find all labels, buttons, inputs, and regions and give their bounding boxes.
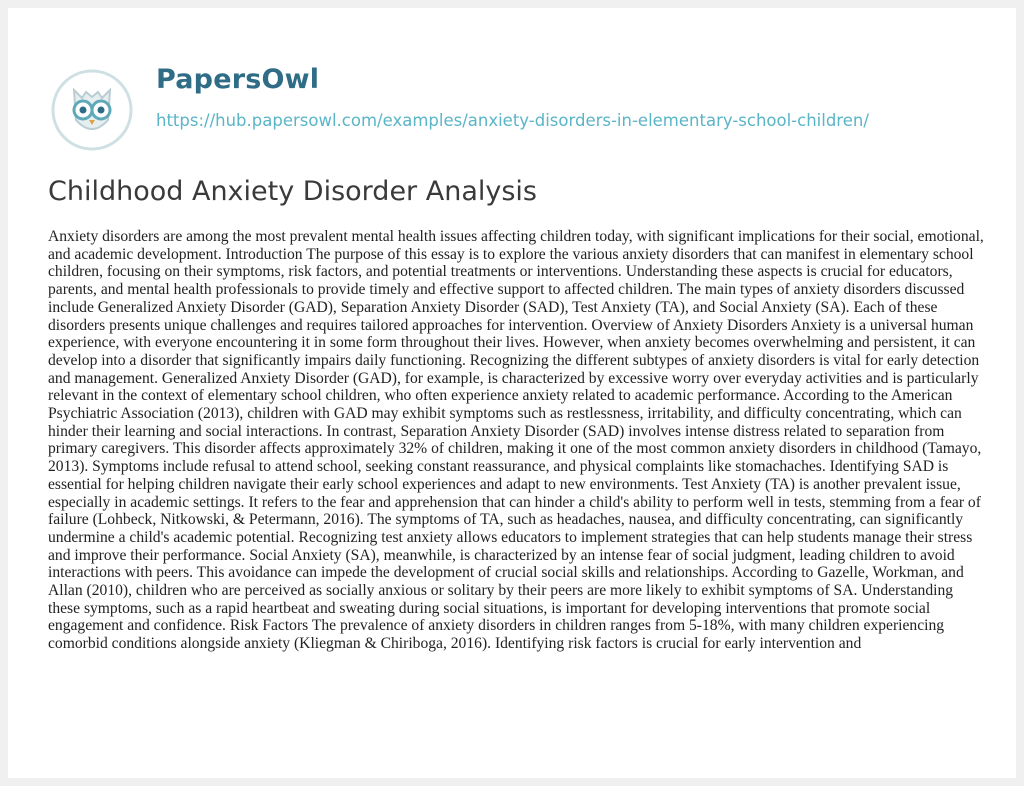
document-title: Childhood Anxiety Disorder Analysis (48, 176, 537, 207)
source-url-link[interactable]: https://hub.papersowl.com/examples/anxiety-disorders-in-elementary-school-children/ (156, 111, 869, 130)
brand-name[interactable]: PapersOwl (156, 64, 320, 95)
owl-logo-icon (50, 68, 134, 152)
site-header (50, 56, 990, 146)
document-body: Anxiety disorders are among the most prevalent mental health issues affecting children today, with significant implications for their social, emotional, and academic development. Introduction The purpose of this essay is to explore the various anxiety disorders that can manifest in elementary school children, focusing on their symptoms, risk factors, and potential treatments or interventions. Understanding these aspects is crucial for educators, parents, and mental health professionals to provide timely and effective support to affected children. The main types of anxiety disorders discussed include Generalized Anxiety Disorder (GAD), Separation Anxiety Disorder (SAD), Test Anxiety (TA), and Social Anxiety (SA). Each of these disorders presents unique challenges and requires tailored approaches for intervention. Overview of Anxiety Disorders Anxiety is a universal human experience, with everyone encountering it in some form throughout their lives. However, when anxiety becomes overwhelming and persistent, it can develop into a disorder that significantly impairs daily functioning. Recognizing the different subtypes of anxiety disorders is vital for early detection and management. Generalized Anxiety Disorder (GAD), for example, is characterized by excessive worry over everyday activities and is particularly relevant in the context of elementary school children, who often experience anxiety related to academic performance. According to the American Psychiatric Association (2013), children with GAD may exhibit symptoms such as restlessness, irritability, and difficulty concentrating, which can hinder their learning and social interactions. In contrast, Separation Anxiety Disorder (SAD) involves intense distress related to separation from primary caregivers. This disorder affects approximately 32% of children, making it one of the most common anxiety disorders in childhood (Tamayo, 2013). Symptoms include refusal to attend school, seeking constant reassurance, and physical complaints like stomachaches. Identifying SAD is essential for helping children navigate their early school experiences and adapt to new environments. Test Anxiety (TA) is another prevalent issue, especially in academic settings. It refers to the fear and apprehension that can hinder a child's ability to perform well in tests, stemming from a fear of failure (Lohbeck, Nitkowski, & Petermann, 2016). The symptoms of TA, such as headaches, nausea, and difficulty concentrating, can significantly undermine a child's academic potential. Recognizing test anxiety allows educators to implement strategies that can help students manage their stress and improve their performance. Social Anxiety (SA), meanwhile, is characterized by an intense fear of social judgment, leading children to avoid interactions with peers. This avoidance can impede the development of crucial social skills and relationships. According to Gazelle, Workman, and Allan (2010), children who are perceived as socially anxious or solitary by their peers are more likely to exhibit symptoms of SA. Understanding these symptoms, such as a rapid heartbeat and sweating during social situations, is important for developing interventions that promote social engagement and confidence. Risk Factors The prevalence of anxiety disorders in children ranges from 5-18%, with many children experiencing comorbid conditions alongside anxiety (Kliegman & Chiriboga, 2016). Identifying risk factors is crucial for early intervention and (48, 228, 984, 653)
